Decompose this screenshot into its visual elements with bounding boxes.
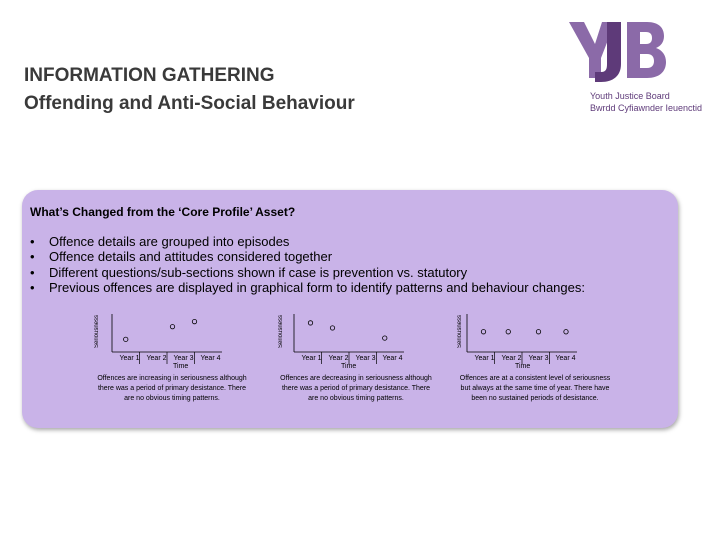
chart-plot xyxy=(92,312,252,372)
list-item: • Different questions/sub-sections shown if case is prevention vs. statutory xyxy=(30,264,468,280)
data-point xyxy=(330,326,334,330)
bullet-text: Offence details are grouped into episodes xyxy=(49,234,290,249)
y-axis-label: Seriousness xyxy=(94,314,100,348)
data-point xyxy=(192,319,196,323)
page-subtitle: Offending and Anti-Social Behaviour xyxy=(24,93,355,114)
panel-heading: What’s Changed from the ‘Core Profile’ Asset? xyxy=(30,205,296,219)
data-point xyxy=(481,330,485,334)
yjb-logo xyxy=(567,22,702,112)
x-axis-label: Time xyxy=(341,363,357,370)
chart-plot xyxy=(455,312,615,372)
x-axis-label: Time xyxy=(173,363,189,370)
list-item: • Offence details are grouped into episodes xyxy=(30,234,290,249)
list-item: • Offence details and attitudes considered together xyxy=(30,249,333,265)
x-tick-label: Year 4 xyxy=(555,355,576,362)
data-point xyxy=(308,321,312,325)
x-tick-label: Year 3 xyxy=(173,355,194,362)
x-tick-label: Year 1 xyxy=(474,355,495,362)
x-ticks xyxy=(298,355,406,362)
x-tick-label: Year 2 xyxy=(328,355,349,362)
y-axis-label: Seriousness xyxy=(278,314,284,348)
bullet-text: Different questions/sub-sections shown if case is prevention vs. statutory xyxy=(49,264,468,280)
x-ticks xyxy=(116,355,224,362)
yjb-logo-mark xyxy=(567,22,667,84)
x-tick-label: Year 1 xyxy=(301,355,322,362)
data-point xyxy=(170,324,174,328)
data-point xyxy=(383,336,387,340)
x-tick-label: Year 3 xyxy=(528,355,549,362)
mini-chart-consistent xyxy=(455,312,615,422)
bullet-text: Previous offences are displayed in graphical form to identify patterns and behaviour changes: xyxy=(49,279,585,295)
x-tick-label: Year 2 xyxy=(501,355,522,362)
x-ticks xyxy=(471,355,579,362)
page-title: INFORMATION GATHERING xyxy=(24,65,275,86)
logo-line-welsh: Bwrdd Cyfiawnder Ieuenctid xyxy=(590,103,703,113)
logo-line-english: Youth Justice Board xyxy=(590,91,670,101)
y-axis-label: Seriousness xyxy=(457,314,463,348)
x-tick-label: Year 3 xyxy=(355,355,376,362)
logo-text xyxy=(590,90,702,114)
x-axis-label: Time xyxy=(515,363,531,370)
x-tick-label: Year 1 xyxy=(119,355,140,362)
x-tick-label: Year 4 xyxy=(200,355,221,362)
data-point xyxy=(124,337,128,341)
chart-caption: Offences are at a consistent level of seriousness but always at the same time of year. There have been no sustained periods of desistance. xyxy=(459,375,611,402)
x-tick-label: Year 4 xyxy=(382,355,403,362)
list-item: • Previous offences are displayed in graphical form to identify patterns and behaviour changes: xyxy=(30,279,585,295)
mini-chart-decreasing xyxy=(276,312,436,422)
chart-caption: Offences are increasing in seriousness although there was a period of primary desistance. There are no obvious timing patterns. xyxy=(97,375,247,402)
title-block xyxy=(24,62,355,118)
chart-caption: Offences are decreasing in seriousness although there was a period of primary desistance. There are no obvious timing patterns. xyxy=(280,375,432,402)
data-point xyxy=(564,330,568,334)
bullet-text: Offence details and attitudes considered together xyxy=(49,249,333,265)
mini-chart-increasing xyxy=(92,312,252,422)
bullet-list xyxy=(30,234,585,295)
x-tick-label: Year 2 xyxy=(146,355,167,362)
data-point xyxy=(506,330,510,334)
data-point xyxy=(536,330,540,334)
